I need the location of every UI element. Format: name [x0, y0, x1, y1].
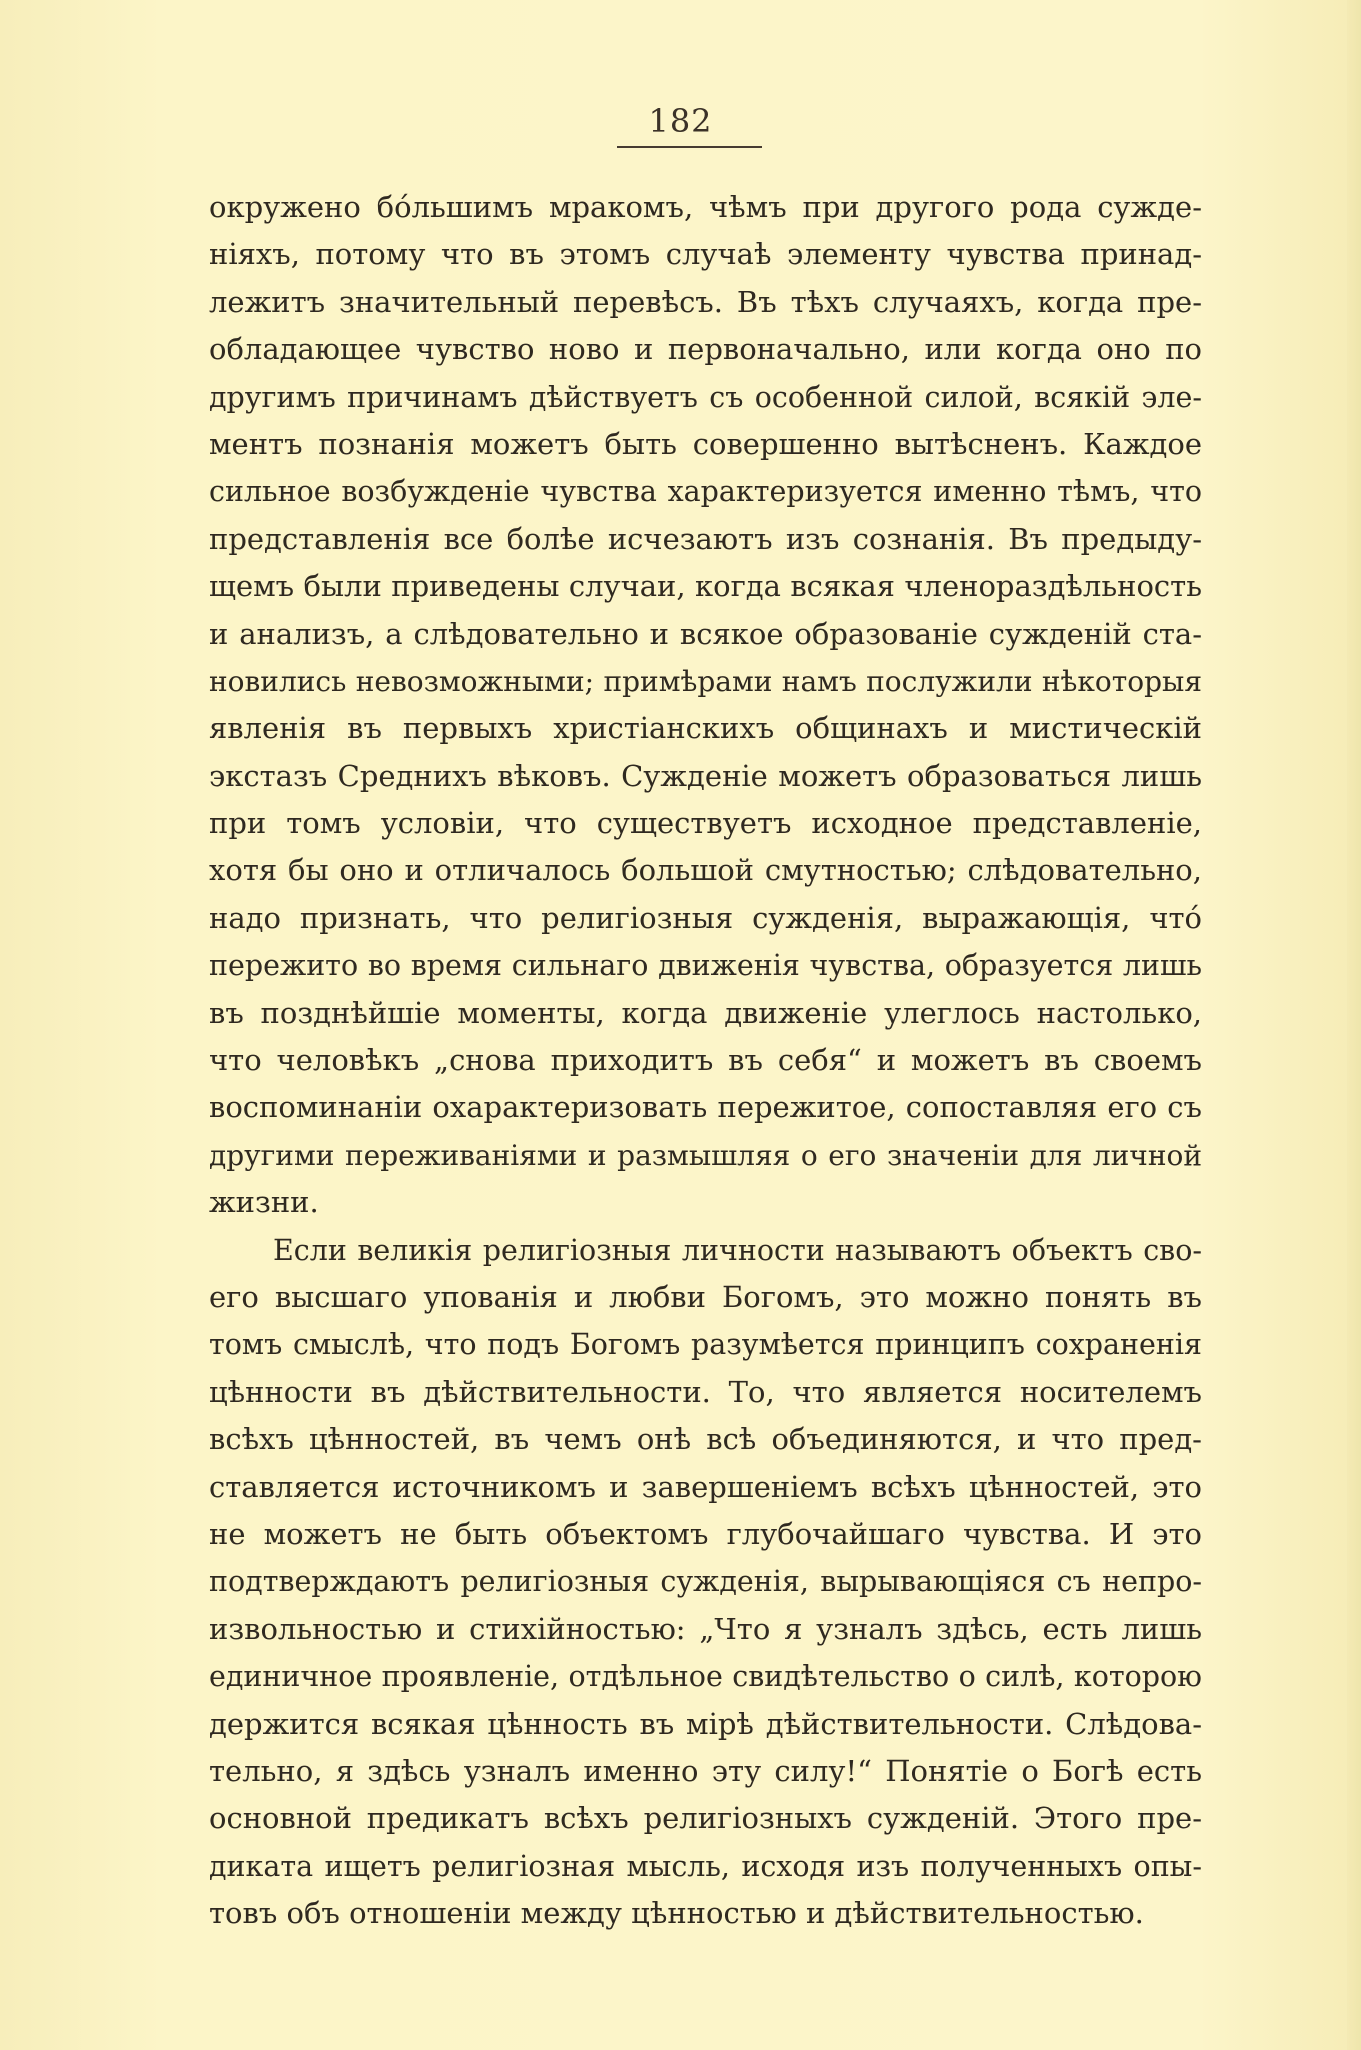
text-line: не можетъ не быть объектомъ глубочайшаго чувства. И это — [209, 1516, 1202, 1551]
text-line: извольностью и стихійностью: „Что я узналъ здѣсь, есть лишь — [209, 1611, 1202, 1646]
paragraph-start-line: Если великія религіозныя личности называютъ объектъ сво- — [273, 1233, 1202, 1267]
text-line: представленія все болѣе исчезаютъ изъ сознанія. Въ предыду- — [209, 521, 1202, 556]
text-line: при томъ условіи, что существуетъ исходное представленіе, — [209, 806, 1202, 841]
text-line: новились невозможными; примѣрами намъ послужили нѣкоторыя — [209, 664, 1202, 698]
text-line: другими переживаніями и размышляя о его значеніи для личной — [209, 1138, 1202, 1172]
text-line: лежитъ значительный перевѣсъ. Въ тѣхъ случаяхъ, когда пре- — [209, 284, 1202, 319]
text-line: единичное проявленіе, отдѣльное свидѣтельство о силѣ, которою — [209, 1660, 1202, 1694]
header-rule — [617, 146, 762, 148]
text-line: явленія въ первыхъ христіанскихъ общинахъ и мистическій — [209, 711, 1202, 746]
text-line: и анализъ, а слѣдовательно и всякое образованіе сужденій ста- — [209, 616, 1202, 651]
text-line: ставляется источникомъ и завершеніемъ всѣхъ цѣнностей, это — [209, 1469, 1202, 1504]
text-line: сильное возбужденіе чувства характеризуется именно тѣмъ, что — [209, 475, 1202, 509]
page-number: 182 — [648, 102, 713, 140]
text-line: щемъ были приведены случаи, когда всякая членораздѣльность — [209, 569, 1202, 604]
text-line: обладающее чувство ново и первоначально, или когда оно по — [209, 332, 1202, 367]
text-line: надо признать, что религіозныя сужденія, выражающія, что́ — [209, 900, 1202, 935]
text-line: цѣнности въ дѣйствительности. То, что является носителемъ — [209, 1374, 1202, 1409]
text-line: держится всякая цѣнность въ мірѣ дѣйствительности. Слѣдова- — [209, 1706, 1202, 1741]
paragraph-end-line: товъ объ отношеніи между цѣнностью и дѣйствительностью. — [209, 1896, 1144, 1931]
text-line: другимъ причинамъ дѣйствуетъ съ особенной силой, всякій эле- — [209, 380, 1202, 414]
text-line: ментъ познанія можетъ быть совершенно вытѣсненъ. Каждое — [209, 426, 1202, 461]
text-line: что человѣкъ „снова приходитъ въ себя“ и можетъ въ своемъ — [209, 1043, 1202, 1078]
text-line: диката ищетъ религіозная мысль, исходя изъ полученныхъ опы- — [209, 1849, 1202, 1883]
text-line: окружено бо́льшимъ мракомъ, чѣмъ при другого рода сужде- — [209, 190, 1202, 224]
paragraph-end-line: жизни. — [209, 1185, 319, 1220]
text-line: экстазъ Среднихъ вѣковъ. Сужденіе можетъ образоваться лишь — [209, 758, 1202, 793]
text-line: въ позднѣйшіе моменты, когда движеніе улеглось настолько, — [209, 995, 1202, 1030]
text-line: всѣхъ цѣнностей, въ чемъ онѣ всѣ объединяются, и что пред- — [209, 1422, 1202, 1457]
text-line: воспоминаніи охарактеризовать пережитое, сопоставляя его съ — [209, 1090, 1202, 1125]
text-line: основной предикатъ всѣхъ религіозныхъ сужденій. Этого пре- — [209, 1801, 1202, 1836]
text-line: томъ смыслѣ, что подъ Богомъ разумѣется принципъ сохраненія — [209, 1328, 1202, 1362]
text-line: пережито во время сильнаго движенія чувства, образуется лишь — [209, 949, 1202, 983]
page-right-edge — [1347, 0, 1361, 2050]
text-line: подтверждаютъ религіозныя сужденія, вырывающіяся съ непро- — [209, 1565, 1202, 1599]
text-line: ніяхъ, потому что въ этомъ случаѣ элементу чувства принад- — [209, 237, 1202, 272]
text-line: хотя бы оно и отличалось большой смутностью; слѣдовательно, — [209, 853, 1202, 888]
text-line: тельно, я здѣсь узналъ именно эту силу!“ Понятіе о Богѣ есть — [209, 1753, 1202, 1788]
text-line: его высшаго упованія и любви Богомъ, это можно понять въ — [209, 1279, 1202, 1314]
body-text — [209, 184, 1202, 1937]
